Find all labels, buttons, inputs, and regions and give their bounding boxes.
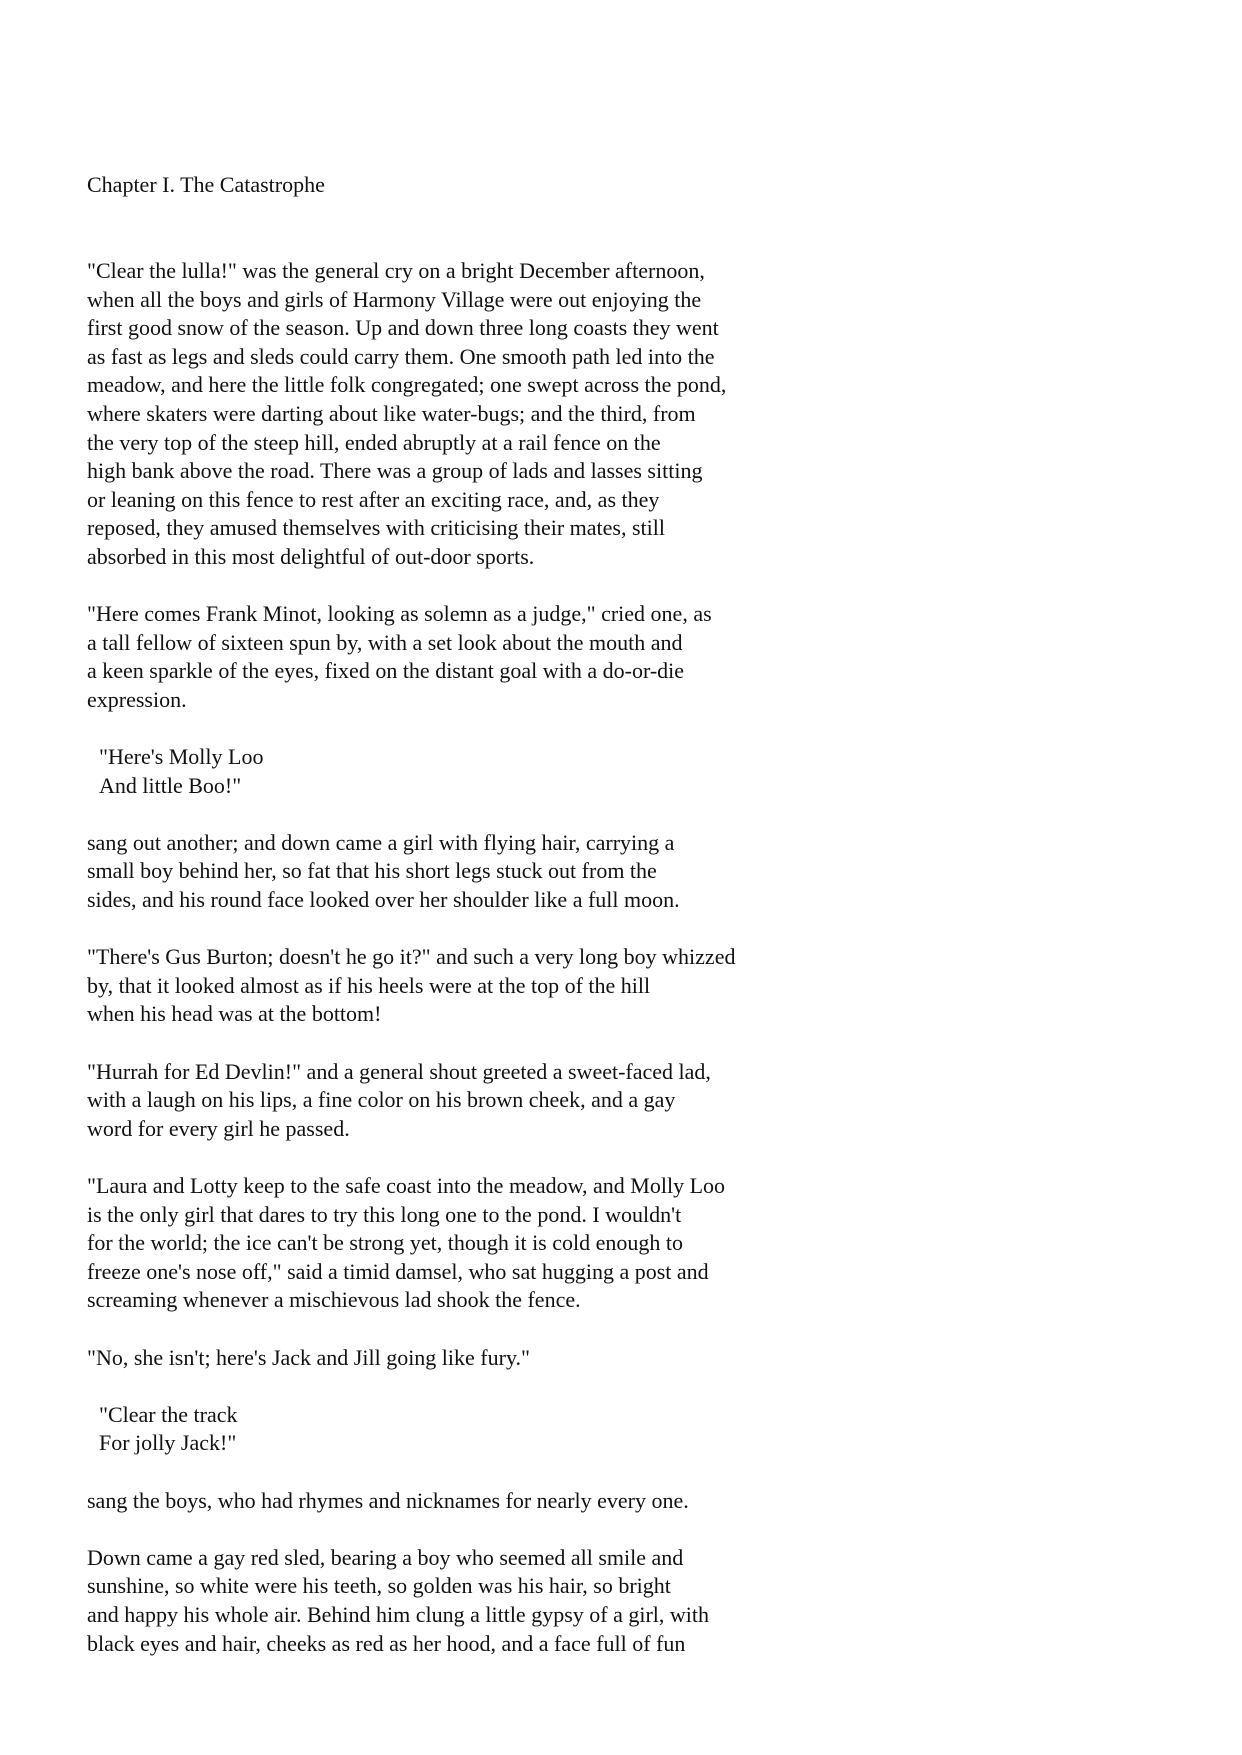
text-line: first good snow of the season. Up and down three long coasts they went (87, 315, 719, 341)
text-line: sides, and his round face looked over her shoulder like a full moon. (87, 887, 680, 913)
text-line: for the world; the ice can't be strong yet, though it is cold enough to (87, 1230, 683, 1256)
paragraph (87, 1058, 1187, 1144)
text-line: when his head was at the bottom! (87, 1001, 382, 1027)
text-line: is the only girl that dares to try this long one to the pond. I wouldn't (87, 1201, 682, 1227)
text-line: when all the boys and girls of Harmony Village were out enjoying the (87, 286, 702, 312)
verse-line: And little Boo!" (99, 772, 242, 798)
text-line: as fast as legs and sleds could carry them. One smooth path led into the (87, 343, 715, 369)
text-line: reposed, they amused themselves with criticising their mates, still (87, 515, 665, 541)
text-line: "Hurrah for Ed Devlin!" and a general shout greeted a sweet-faced lad, (87, 1058, 711, 1084)
paragraph (87, 600, 1187, 714)
text-line: a keen sparkle of the eyes, fixed on the distant goal with a do-or-die (87, 658, 685, 684)
verse-line: For jolly Jack!" (99, 1430, 237, 1456)
paragraph (87, 257, 1187, 572)
chapter-body (87, 257, 1187, 1687)
text-line: by, that it looked almost as if his heels were at the top of the hill (87, 972, 651, 998)
text-line: expression. (87, 686, 187, 712)
text-line: absorbed in this most delightful of out-door sports. (87, 543, 535, 569)
paragraph (87, 829, 1187, 915)
verse-line: "Clear the track (99, 1401, 238, 1427)
text-line: small boy behind her, so fat that his short legs stuck out from the (87, 858, 657, 884)
text-line: with a laugh on his lips, a fine color on his brown cheek, and a gay (87, 1087, 676, 1113)
text-line: the very top of the steep hill, ended abruptly at a rail fence on the (87, 429, 661, 455)
text-line: "Clear the lulla!" was the general cry on a bright December afternoon, (87, 258, 705, 283)
paragraph (87, 943, 1187, 1029)
text-line: black eyes and hair, cheeks as red as her hood, and a face full of fun (87, 1630, 686, 1656)
paragraph (87, 1487, 1187, 1516)
text-line: "Laura and Lotty keep to the safe coast into the meadow, and Molly Loo (87, 1173, 726, 1198)
text-line: meadow, and here the little folk congregated; one swept across the pond, (87, 372, 727, 398)
text-line: and happy his whole air. Behind him clung a little gypsy of a girl, with (87, 1601, 710, 1627)
verse-stanza (87, 1401, 1187, 1458)
text-line: Down came a gay red sled, bearing a boy who seemed all smile and (87, 1544, 684, 1570)
text-line: "Here comes Frank Minot, looking as solemn as a judge," cried one, as (87, 601, 712, 627)
text-line: freeze one's nose off," said a timid damsel, who sat hugging a post and (87, 1258, 709, 1284)
text-line: "No, she isn't; here's Jack and Jill going like fury." (87, 1344, 530, 1370)
text-line: high bank above the road. There was a group of lads and lasses sitting (87, 458, 703, 484)
verse-stanza (87, 743, 1187, 800)
paragraph (87, 1172, 1187, 1315)
text-line: sunshine, so white were his teeth, so golden was his hair, so bright (87, 1573, 671, 1599)
text-line: word for every girl he passed. (87, 1115, 350, 1141)
paragraph (87, 1344, 1187, 1373)
text-line: where skaters were darting about like water-bugs; and the third, from (87, 400, 696, 426)
text-line: sang out another; and down came a girl with flying hair, carrying a (87, 829, 675, 855)
text-line: a tall fellow of sixteen spun by, with a set look about the mouth and (87, 629, 683, 655)
paragraph (87, 1544, 1187, 1658)
chapter-title: Chapter I. The Catastrophe (87, 172, 325, 197)
text-line: "There's Gus Burton; doesn't he go it?" and such a very long boy whizzed (87, 944, 736, 970)
text-line: or leaning on this fence to rest after an exciting race, and, as they (87, 486, 660, 512)
verse-line: "Here's Molly Loo (99, 744, 264, 770)
text-line: sang the boys, who had rhymes and nicknames for nearly every one. (87, 1487, 689, 1513)
text-line: screaming whenever a mischievous lad shook the fence. (87, 1287, 581, 1313)
